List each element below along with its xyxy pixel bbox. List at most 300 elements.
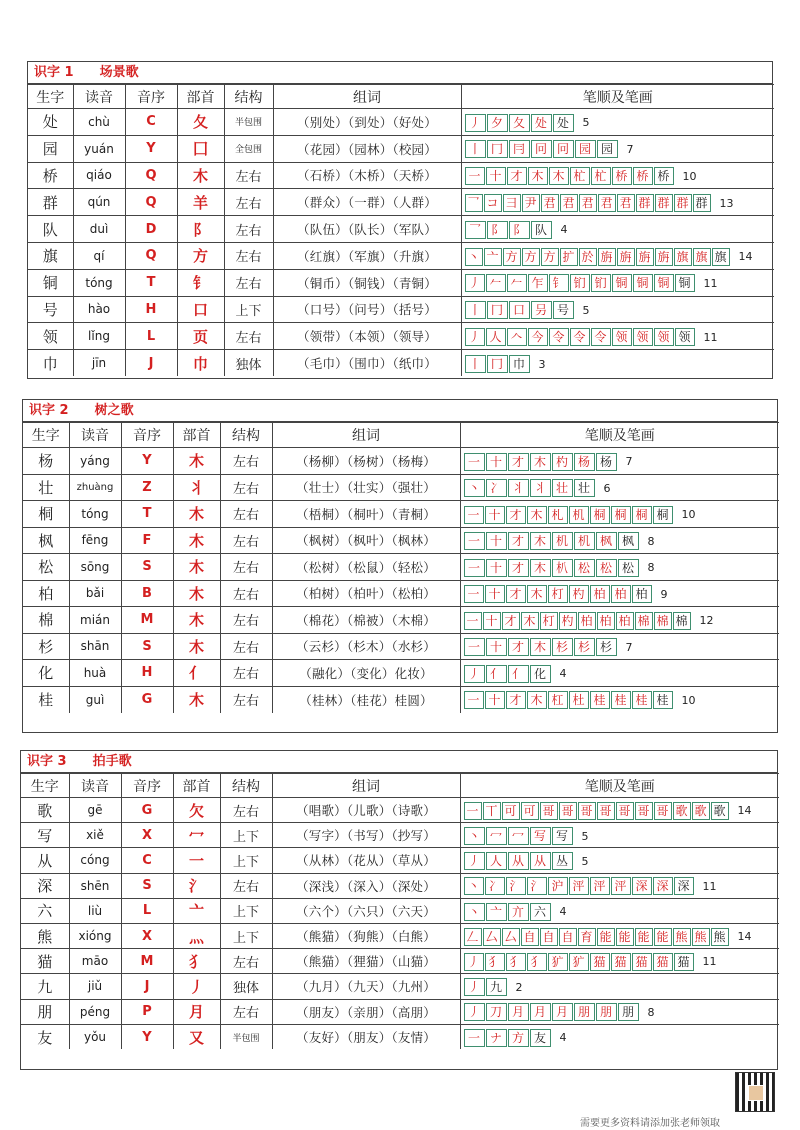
stroke-glyph: 方 bbox=[524, 249, 537, 264]
table-row bbox=[21, 798, 779, 823]
order-cell: Y bbox=[121, 448, 173, 475]
stroke-glyph: 柏 bbox=[618, 613, 631, 628]
stroke-glyph: 可 bbox=[523, 803, 536, 818]
stroke-box bbox=[464, 532, 485, 550]
stroke-glyph: 木 bbox=[533, 454, 546, 469]
strokes-cell bbox=[461, 269, 774, 296]
stroke-glyph: 铜 bbox=[615, 276, 628, 291]
stroke-glyph: 犷 bbox=[572, 954, 585, 969]
avatar bbox=[748, 1085, 764, 1101]
order-cell: S bbox=[121, 633, 173, 660]
structure-cell: 左右 bbox=[220, 999, 272, 1024]
order-cell: Y bbox=[121, 1024, 173, 1049]
radical-cell: 羊 bbox=[177, 189, 224, 216]
stroke-box bbox=[464, 852, 485, 870]
stroke-glyph: 棉 bbox=[637, 613, 650, 628]
stroke-box bbox=[673, 802, 691, 820]
stroke-glyph: 十 bbox=[488, 587, 501, 601]
stroke-box bbox=[541, 194, 559, 212]
char-cell: 熊 bbox=[21, 923, 69, 948]
stroke-glyph: 丶 bbox=[467, 879, 480, 894]
char-cell: 铜 bbox=[28, 269, 73, 296]
stroke-count: 14 bbox=[737, 930, 752, 944]
stroke-box bbox=[598, 248, 616, 266]
stroke-glyph: 旃 bbox=[600, 249, 613, 264]
table-row bbox=[28, 296, 774, 323]
stroke-glyph: 壮 bbox=[577, 481, 590, 495]
stroke-glyph: 氵 bbox=[509, 879, 522, 894]
stroke-box bbox=[485, 877, 505, 895]
stroke-box bbox=[507, 274, 527, 292]
words-cell: （深浅）（深入）（深处） bbox=[272, 873, 460, 898]
stroke-box bbox=[548, 953, 568, 971]
stroke-glyph: 人 bbox=[489, 854, 502, 869]
pinyin-cell: xióng bbox=[69, 923, 121, 948]
stroke-box bbox=[464, 978, 485, 996]
stroke-box bbox=[484, 248, 502, 266]
stroke-glyph: 队 bbox=[534, 222, 547, 237]
radical-cell: 丿 bbox=[173, 974, 220, 999]
pinyin-cell: bǎi bbox=[69, 580, 121, 607]
stroke-glyph: 哥 bbox=[618, 803, 631, 818]
stroke-box bbox=[464, 1029, 485, 1047]
stroke-glyph: 钅 bbox=[552, 276, 565, 291]
structure-cell: 全包围 bbox=[224, 135, 273, 162]
pinyin-cell: huà bbox=[69, 660, 121, 687]
stroke-glyph: 冖 bbox=[511, 829, 524, 844]
strokes-cell bbox=[460, 474, 779, 501]
stroke-box bbox=[509, 140, 530, 158]
stroke-box bbox=[616, 612, 634, 630]
strokes-cell bbox=[460, 974, 779, 999]
stroke-glyph: 令 bbox=[573, 330, 586, 345]
header-char: 生字 bbox=[28, 85, 73, 109]
stroke-glyph: 写 bbox=[533, 829, 546, 844]
stroke-box bbox=[483, 928, 501, 946]
pinyin-cell: zhuàng bbox=[69, 474, 121, 501]
stroke-glyph: 处 bbox=[556, 115, 569, 130]
stroke-box bbox=[506, 691, 526, 709]
stroke-box bbox=[692, 802, 710, 820]
stroke-count: 11 bbox=[702, 879, 717, 893]
table-row bbox=[28, 189, 774, 216]
stroke-box bbox=[530, 1003, 551, 1021]
stroke-glyph: 机 bbox=[577, 534, 590, 548]
stroke-glyph: 松 bbox=[599, 560, 612, 575]
order-cell: B bbox=[121, 580, 173, 607]
words-cell: （六个）（六只）（六天） bbox=[272, 898, 460, 923]
stroke-box bbox=[531, 221, 552, 239]
stroke-glyph: 丶 bbox=[467, 829, 480, 844]
stroke-glyph: 丿 bbox=[467, 980, 480, 995]
header-strokes: 笔顺及笔画 bbox=[461, 85, 774, 109]
table-row bbox=[23, 633, 779, 660]
stroke-glyph: 熊 bbox=[713, 929, 726, 944]
stroke-glyph: 君 bbox=[581, 196, 594, 211]
stroke-glyph: 一 bbox=[466, 803, 479, 818]
stroke-glyph: 冂 bbox=[490, 303, 503, 318]
stroke-glyph: 哥 bbox=[599, 803, 612, 818]
stroke-box bbox=[521, 802, 539, 820]
stroke-box bbox=[653, 506, 673, 524]
strokes-cell bbox=[461, 109, 774, 136]
stroke-glyph: 朾 bbox=[551, 587, 564, 601]
stroke-count: 10 bbox=[681, 693, 696, 707]
stroke-box bbox=[508, 1029, 529, 1047]
stroke-glyph: 夕 bbox=[490, 115, 503, 130]
stroke-glyph: 一 bbox=[467, 1030, 480, 1045]
words-cell: （花园）（园林）（校园） bbox=[273, 135, 461, 162]
table-row bbox=[28, 216, 774, 243]
radical-cell: 冖 bbox=[173, 823, 220, 848]
stroke-glyph: 丨 bbox=[468, 357, 481, 372]
words-cell: （唱歌）（儿歌）（诗歌） bbox=[272, 798, 460, 823]
order-cell: L bbox=[121, 898, 173, 923]
stroke-box bbox=[654, 167, 674, 185]
stroke-box bbox=[540, 928, 558, 946]
stroke-glyph: 旗 bbox=[714, 249, 727, 264]
words-cell: （棉花）（棉被）（木棉） bbox=[272, 607, 460, 634]
stroke-glyph: 𠂉 bbox=[510, 276, 523, 291]
stroke-box bbox=[540, 612, 558, 630]
stroke-glyph: 𠃋 bbox=[466, 929, 479, 944]
stroke-glyph: 九 bbox=[489, 980, 502, 995]
strokes-cell bbox=[460, 999, 779, 1024]
stroke-glyph: 猫 bbox=[614, 954, 627, 969]
stroke-box bbox=[508, 532, 529, 550]
stroke-glyph: 杉 bbox=[577, 640, 590, 654]
stroke-glyph: 一 bbox=[467, 560, 480, 575]
stroke-count: 5 bbox=[582, 116, 590, 130]
stroke-glyph: 一 bbox=[468, 169, 481, 184]
stroke-glyph: 朋 bbox=[577, 1005, 590, 1020]
words-cell: （梧桐）（桐叶）（青桐） bbox=[272, 501, 460, 528]
stroke-glyph: 深 bbox=[677, 879, 690, 894]
strokes-cell bbox=[460, 923, 779, 948]
pinyin-cell: yǒu bbox=[69, 1024, 121, 1049]
stroke-box bbox=[487, 114, 508, 132]
stroke-box bbox=[693, 248, 711, 266]
char-cell: 处 bbox=[28, 109, 73, 136]
stroke-glyph: 一 bbox=[466, 613, 479, 628]
pinyin-cell: liù bbox=[69, 898, 121, 923]
stroke-glyph: 彐 bbox=[505, 196, 518, 211]
stroke-box bbox=[654, 328, 674, 346]
stroke-glyph: 犷 bbox=[551, 954, 564, 969]
stroke-box bbox=[527, 585, 547, 603]
radical-cell: 欠 bbox=[173, 798, 220, 823]
pinyin-cell: cóng bbox=[69, 848, 121, 873]
stroke-box bbox=[521, 612, 539, 630]
stroke-glyph: 柏 bbox=[580, 613, 593, 628]
stroke-glyph: 枫 bbox=[599, 534, 612, 548]
stroke-glyph: 一 bbox=[467, 507, 480, 522]
structure-cell: 左右 bbox=[220, 798, 272, 823]
stroke-glyph: 丶 bbox=[467, 249, 480, 264]
stroke-count: 11 bbox=[703, 276, 718, 290]
stroke-box bbox=[673, 928, 691, 946]
stroke-box bbox=[486, 827, 507, 845]
strokes-cell bbox=[460, 848, 779, 873]
order-cell: X bbox=[121, 923, 173, 948]
structure-cell: 独体 bbox=[220, 974, 272, 999]
header-order: 音序 bbox=[121, 423, 173, 448]
stroke-count: 11 bbox=[702, 955, 717, 969]
stroke-box bbox=[465, 301, 486, 319]
stroke-box bbox=[632, 585, 652, 603]
header-radical: 部首 bbox=[173, 774, 220, 798]
words-cell: （友好）（朋友）（友情） bbox=[272, 1024, 460, 1049]
stroke-box bbox=[464, 585, 484, 603]
stroke-box bbox=[590, 953, 610, 971]
stroke-box bbox=[483, 802, 501, 820]
stroke-box bbox=[675, 274, 695, 292]
stroke-box bbox=[507, 167, 527, 185]
stroke-glyph: 熊 bbox=[694, 929, 707, 944]
stroke-glyph: 领 bbox=[657, 330, 670, 345]
stroke-box bbox=[465, 140, 486, 158]
stroke-glyph: 十 bbox=[488, 507, 501, 522]
structure-cell: 左右 bbox=[220, 527, 272, 554]
pinyin-cell: mián bbox=[69, 607, 121, 634]
stroke-glyph: 松 bbox=[621, 560, 634, 575]
table-row bbox=[21, 823, 779, 848]
stroke-glyph: 钔 bbox=[573, 276, 586, 291]
stroke-glyph: 机 bbox=[555, 534, 568, 548]
stroke-glyph: 桥 bbox=[636, 169, 649, 184]
stroke-count: 7 bbox=[626, 142, 634, 156]
order-cell: S bbox=[121, 554, 173, 581]
structure-cell: 上下 bbox=[220, 848, 272, 873]
strokes-cell bbox=[461, 350, 774, 377]
stroke-count: 4 bbox=[559, 1031, 567, 1045]
stroke-glyph: 丶 bbox=[467, 904, 480, 919]
stroke-glyph: 杨 bbox=[599, 454, 612, 469]
stroke-box bbox=[487, 355, 508, 373]
stroke-box bbox=[530, 903, 551, 921]
pinyin-cell: tóng bbox=[73, 269, 125, 296]
structure-cell: 上下 bbox=[220, 823, 272, 848]
stroke-box bbox=[616, 928, 634, 946]
stroke-box bbox=[464, 453, 485, 471]
stroke-box bbox=[617, 194, 635, 212]
stroke-glyph: ナ bbox=[489, 1030, 502, 1045]
stroke-glyph: 猫 bbox=[635, 954, 648, 969]
structure-cell: 左右 bbox=[224, 269, 273, 296]
order-cell: P bbox=[121, 999, 173, 1024]
stroke-box bbox=[506, 585, 526, 603]
radical-cell: 木 bbox=[173, 633, 220, 660]
stroke-glyph: 桥 bbox=[657, 169, 670, 184]
stroke-glyph: 才 bbox=[509, 587, 522, 601]
stroke-box bbox=[633, 274, 653, 292]
structure-cell: 左右 bbox=[220, 501, 272, 528]
stroke-glyph: 冫 bbox=[489, 481, 502, 495]
stroke-glyph: 木 bbox=[523, 613, 536, 628]
char-cell: 深 bbox=[21, 873, 69, 898]
char-cell: 杨 bbox=[23, 448, 69, 475]
strokes-cell bbox=[461, 162, 774, 189]
words-cell: （别处）（到处）（好处） bbox=[273, 109, 461, 136]
table-row bbox=[21, 873, 779, 898]
stroke-glyph: 育 bbox=[580, 929, 593, 944]
stroke-glyph: 群 bbox=[676, 196, 689, 211]
words-cell: （队伍）（队长）（军队） bbox=[273, 216, 461, 243]
strokes-cell bbox=[460, 949, 779, 974]
stroke-count: 4 bbox=[560, 223, 568, 237]
stroke-box bbox=[711, 928, 729, 946]
stroke-glyph: 沪 bbox=[551, 879, 564, 894]
stroke-box bbox=[509, 114, 530, 132]
stroke-glyph: 桂 bbox=[593, 693, 606, 708]
stroke-glyph: 方 bbox=[505, 249, 518, 264]
pinyin-cell: tóng bbox=[69, 501, 121, 528]
stroke-box bbox=[560, 248, 578, 266]
pinyin-cell: shēn bbox=[69, 873, 121, 898]
stroke-box bbox=[655, 194, 673, 212]
pinyin-cell: duì bbox=[73, 216, 125, 243]
stroke-count: 12 bbox=[699, 614, 714, 627]
stroke-box bbox=[654, 274, 674, 292]
stroke-glyph: 亣 bbox=[511, 904, 524, 919]
section-title bbox=[21, 751, 777, 773]
stroke-count: 4 bbox=[559, 667, 567, 680]
words-cell: （毛巾）（围巾）（纸巾） bbox=[273, 350, 461, 377]
stroke-box bbox=[596, 532, 617, 550]
footer-note: 需要更多资料请添加张老师领取 bbox=[580, 1118, 720, 1129]
stroke-glyph: 群 bbox=[638, 196, 651, 211]
stroke-glyph: 丿 bbox=[468, 115, 481, 130]
stroke-glyph: 友 bbox=[533, 1030, 546, 1045]
char-cell: 号 bbox=[28, 296, 73, 323]
stroke-glyph: 杓 bbox=[572, 587, 585, 601]
stroke-glyph: 扩 bbox=[562, 249, 575, 264]
table-row bbox=[21, 923, 779, 948]
stroke-box bbox=[653, 877, 673, 895]
char-cell: 巾 bbox=[28, 350, 73, 377]
words-cell: （壮士）（壮实）（强壮） bbox=[272, 474, 460, 501]
words-cell: （云杉）（杉木）（水杉） bbox=[272, 633, 460, 660]
stroke-box bbox=[654, 612, 672, 630]
stroke-box bbox=[597, 928, 615, 946]
order-cell: F bbox=[121, 527, 173, 554]
stroke-glyph: 杨 bbox=[577, 454, 590, 469]
strokes-cell bbox=[460, 607, 779, 634]
stroke-glyph: 十 bbox=[489, 169, 502, 184]
stroke-glyph: 深 bbox=[656, 879, 669, 894]
stroke-box bbox=[465, 248, 483, 266]
stroke-box bbox=[527, 877, 547, 895]
section-name: 拍手歌 bbox=[92, 754, 132, 769]
table-row bbox=[23, 448, 779, 475]
stroke-box bbox=[569, 953, 589, 971]
stroke-box bbox=[528, 274, 548, 292]
stroke-glyph: 桂 bbox=[656, 693, 669, 708]
char-cell: 化 bbox=[23, 660, 69, 687]
stroke-box bbox=[548, 691, 568, 709]
strokes-cell bbox=[460, 873, 779, 898]
section-1 bbox=[27, 61, 773, 379]
stroke-box bbox=[674, 953, 694, 971]
stroke-glyph: 朋 bbox=[621, 1005, 634, 1020]
pinyin-cell: qún bbox=[73, 189, 125, 216]
stroke-count: 14 bbox=[738, 250, 753, 264]
stroke-box bbox=[485, 953, 505, 971]
stroke-box bbox=[486, 328, 506, 346]
stroke-glyph: 哥 bbox=[656, 803, 669, 818]
char-cell: 枫 bbox=[23, 527, 69, 554]
stroke-box bbox=[632, 877, 652, 895]
stroke-box bbox=[508, 903, 529, 921]
stroke-glyph: 木 bbox=[531, 169, 544, 184]
stroke-box bbox=[552, 559, 573, 577]
stroke-box bbox=[611, 585, 631, 603]
words-cell: （铜币）（铜钱）（青铜） bbox=[273, 269, 461, 296]
stroke-box bbox=[574, 638, 595, 656]
radical-cell: 囗 bbox=[177, 135, 224, 162]
stroke-box bbox=[655, 248, 673, 266]
stroke-box bbox=[653, 691, 673, 709]
stroke-glyph: 一 bbox=[467, 693, 480, 708]
stroke-glyph: 能 bbox=[618, 929, 631, 944]
stroke-box bbox=[486, 453, 507, 471]
stroke-box bbox=[465, 355, 486, 373]
char-cell: 领 bbox=[28, 323, 73, 350]
stroke-glyph: 能 bbox=[656, 929, 669, 944]
stroke-box bbox=[636, 194, 654, 212]
stroke-count: 4 bbox=[559, 905, 567, 919]
stroke-glyph: 旗 bbox=[676, 249, 689, 264]
stroke-box bbox=[465, 221, 486, 239]
radical-cell: 一 bbox=[173, 848, 220, 873]
structure-cell: 左右 bbox=[220, 949, 272, 974]
stroke-glyph: 十 bbox=[489, 534, 502, 548]
char-cell: 旗 bbox=[28, 242, 73, 269]
stroke-glyph: 棉 bbox=[675, 613, 688, 628]
stroke-box bbox=[559, 802, 577, 820]
char-cell: 猫 bbox=[21, 949, 69, 974]
stroke-box bbox=[636, 248, 654, 266]
stroke-glyph: 杓 bbox=[555, 454, 568, 469]
stroke-box bbox=[612, 328, 632, 346]
table-row bbox=[28, 242, 774, 269]
header-strokes: 笔顺及笔画 bbox=[460, 774, 779, 798]
header-pinyin: 读音 bbox=[73, 85, 125, 109]
stroke-box bbox=[508, 453, 529, 471]
stroke-glyph: 𠂉 bbox=[489, 276, 502, 291]
stroke-glyph: 朳 bbox=[555, 560, 568, 575]
structure-cell: 左右 bbox=[224, 242, 273, 269]
section-2 bbox=[22, 399, 778, 733]
stroke-glyph: 亻 bbox=[511, 666, 524, 681]
table-row bbox=[28, 135, 774, 162]
stroke-glyph: 木 bbox=[530, 587, 543, 601]
stroke-box bbox=[486, 1003, 507, 1021]
stroke-box bbox=[611, 506, 631, 524]
stroke-count: 7 bbox=[625, 455, 633, 468]
stroke-glyph: 桥 bbox=[615, 169, 628, 184]
radical-cell: 钅 bbox=[177, 269, 224, 296]
stroke-glyph: 丨 bbox=[468, 303, 481, 318]
stroke-box bbox=[486, 167, 506, 185]
pinyin-cell: yuán bbox=[73, 135, 125, 162]
stroke-glyph: 桂 bbox=[614, 693, 627, 708]
stroke-glyph: 铜 bbox=[678, 276, 691, 291]
stroke-glyph: 亠 bbox=[486, 249, 499, 264]
order-cell: Q bbox=[125, 242, 177, 269]
stroke-glyph: 木 bbox=[530, 693, 543, 708]
stroke-glyph: 猫 bbox=[656, 954, 669, 969]
